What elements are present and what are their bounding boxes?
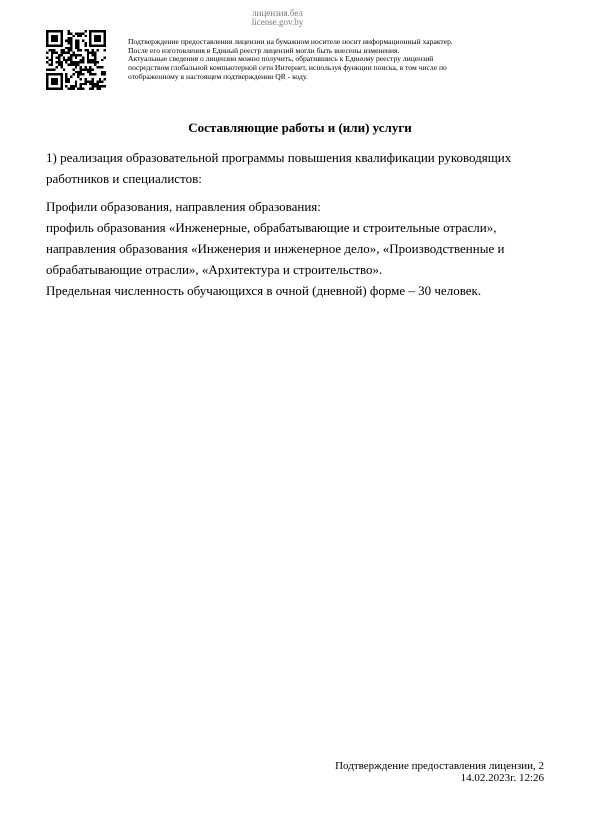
service-item [46,147,556,189]
site-name-cyrillic: лицензия.бел [252,8,303,18]
section-title: Составляющие работы и (или) услуги [188,120,412,135]
footer-timestamp: 14.02.2023г. 12:26 [460,772,544,784]
profile-line: профиль образования «Инженерные, обрабатывающие и строительные отрасли», [46,220,497,235]
footer-confirmation: Подтверждение предоставления лицензии, 2 [335,760,544,772]
info-notice [128,38,568,82]
profile-line: направления образования «Инженерия и инженерное дело», «Производственные и [46,241,505,256]
notice-line: Актуальные сведения о лицензии можно получить, обратившись к Единому реестру лицензий [128,54,434,64]
notice-line: отображенному в настоящем подтверждении QR - коду. [128,71,308,81]
qr-code [46,30,106,90]
page-footer [335,760,544,784]
profile-line: Предельная численность обучающихся в очной (дневной) форме – 30 человек. [46,283,482,298]
profile-line: Профили образования, направления образования: [46,199,321,214]
site-name-latin: license.gov.by [251,17,304,27]
notice-line: посредством глобальной компьютерной сети Интернет, используя функции поиска, в том числе по [128,63,447,73]
education-profiles [46,196,556,301]
profile-line: обрабатывающие отрасли», «Архитектура и строительство». [46,262,383,277]
notice-line: Подтверждение предоставления лицензии на бумажном носителе носит информационный характер. [128,37,453,46]
service-item-line: работников и специалистов: [46,171,202,186]
notice-line: После его изготовления в Единый реестр лицензий могли быть внесены изменения. [128,45,400,55]
service-item-line: 1) реализация образовательной программы повышения квалификации руководящих [46,150,512,165]
